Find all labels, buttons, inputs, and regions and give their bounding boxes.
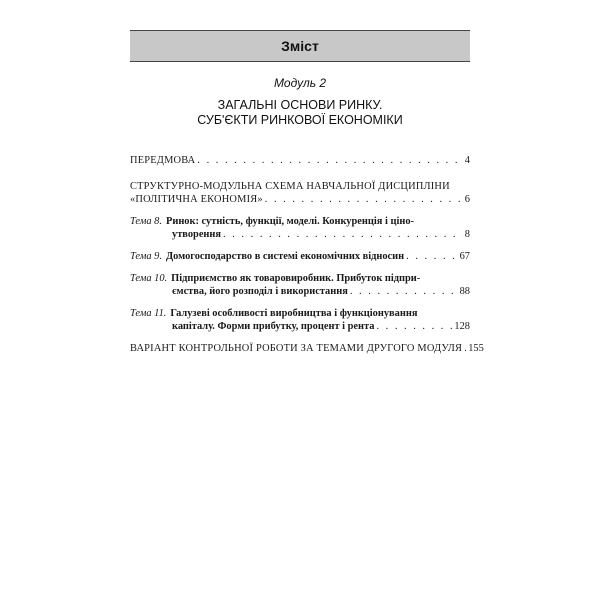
toc-entry-preface[interactable] [130, 154, 470, 167]
toc-entry-title: Ринок: сутність, функції, моделі. Конкуренція і ціно- [165, 216, 414, 227]
toc-page-number: 6 [464, 194, 470, 205]
toc-page-number: 128 [454, 321, 470, 332]
toc-leader-dots [348, 285, 458, 298]
toc-entry-title: Підприємство як товаровиробник. Прибуток підпри- [171, 273, 421, 284]
toc-entry-title-cont: утворення [172, 229, 222, 240]
toc-entry-title-cont: капіталу. Форми прибутку, процент і рента [172, 321, 375, 332]
toc-page-number: 155 [468, 343, 484, 354]
toc-leader-dots [263, 193, 463, 206]
toc-entry-title-cont: ємства, його розподіл і використання [172, 286, 348, 297]
toc-topic-prefix: Тема 11. [130, 308, 167, 319]
toc-page-number: 67 [459, 251, 470, 262]
toc-entry-topic-11[interactable] [130, 307, 470, 333]
toc-entry-title: ПЕРЕДМОВА [130, 155, 196, 166]
toc-topic-prefix: Тема 10. [130, 273, 168, 284]
table-of-contents [130, 146, 484, 355]
toc-entry-title: Домогосподарство в системі економічних відносин [165, 251, 405, 262]
toc-leader-dots [221, 228, 463, 241]
toc-entry-topic-8[interactable] [130, 215, 470, 241]
toc-entry-title-cont: «ПОЛІТИЧНА ЕКОНОМІЯ» [130, 194, 263, 205]
toc-entry-module-scheme[interactable] [130, 180, 470, 206]
section-title [130, 98, 470, 128]
section-title-line-2: СУБ'ЄКТИ РИНКОВОЇ ЕКОНОМІКИ [197, 113, 403, 127]
toc-entry-title: Галузеві особливості виробництва і функціонування [170, 308, 418, 319]
toc-leader-dots [374, 320, 452, 333]
toc-entry-title: ВАРІАНТ КОНТРОЛЬНОЇ РОБОТИ ЗА ТЕМАМИ ДРУГОГО МОДУЛЯ [130, 343, 463, 354]
toc-entry-topic-9[interactable] [130, 250, 470, 263]
toc-page-number: 8 [464, 229, 470, 240]
toc-topic-prefix: Тема 8. [130, 216, 162, 227]
toc-entry-title: СТРУКТУРНО-МОДУЛЬНА СХЕМА НАВЧАЛЬНОЇ ДИСЦИПЛІНИ [130, 181, 450, 192]
section-title-line-1: ЗАГАЛЬНІ ОСНОВИ РИНКУ. [217, 98, 383, 112]
toc-page-number: 88 [459, 286, 470, 297]
toc-entry-test-variant[interactable] [130, 342, 484, 355]
header-bar [130, 30, 470, 62]
toc-page-number: 4 [464, 155, 470, 166]
module-label: Модуль 2 [273, 76, 327, 90]
toc-topic-prefix: Тема 9. [130, 251, 162, 262]
toc-leader-dots [404, 250, 457, 263]
page-title: Зміст [281, 38, 319, 54]
toc-entry-topic-10[interactable] [130, 272, 470, 298]
toc-leader-dots [195, 154, 462, 167]
